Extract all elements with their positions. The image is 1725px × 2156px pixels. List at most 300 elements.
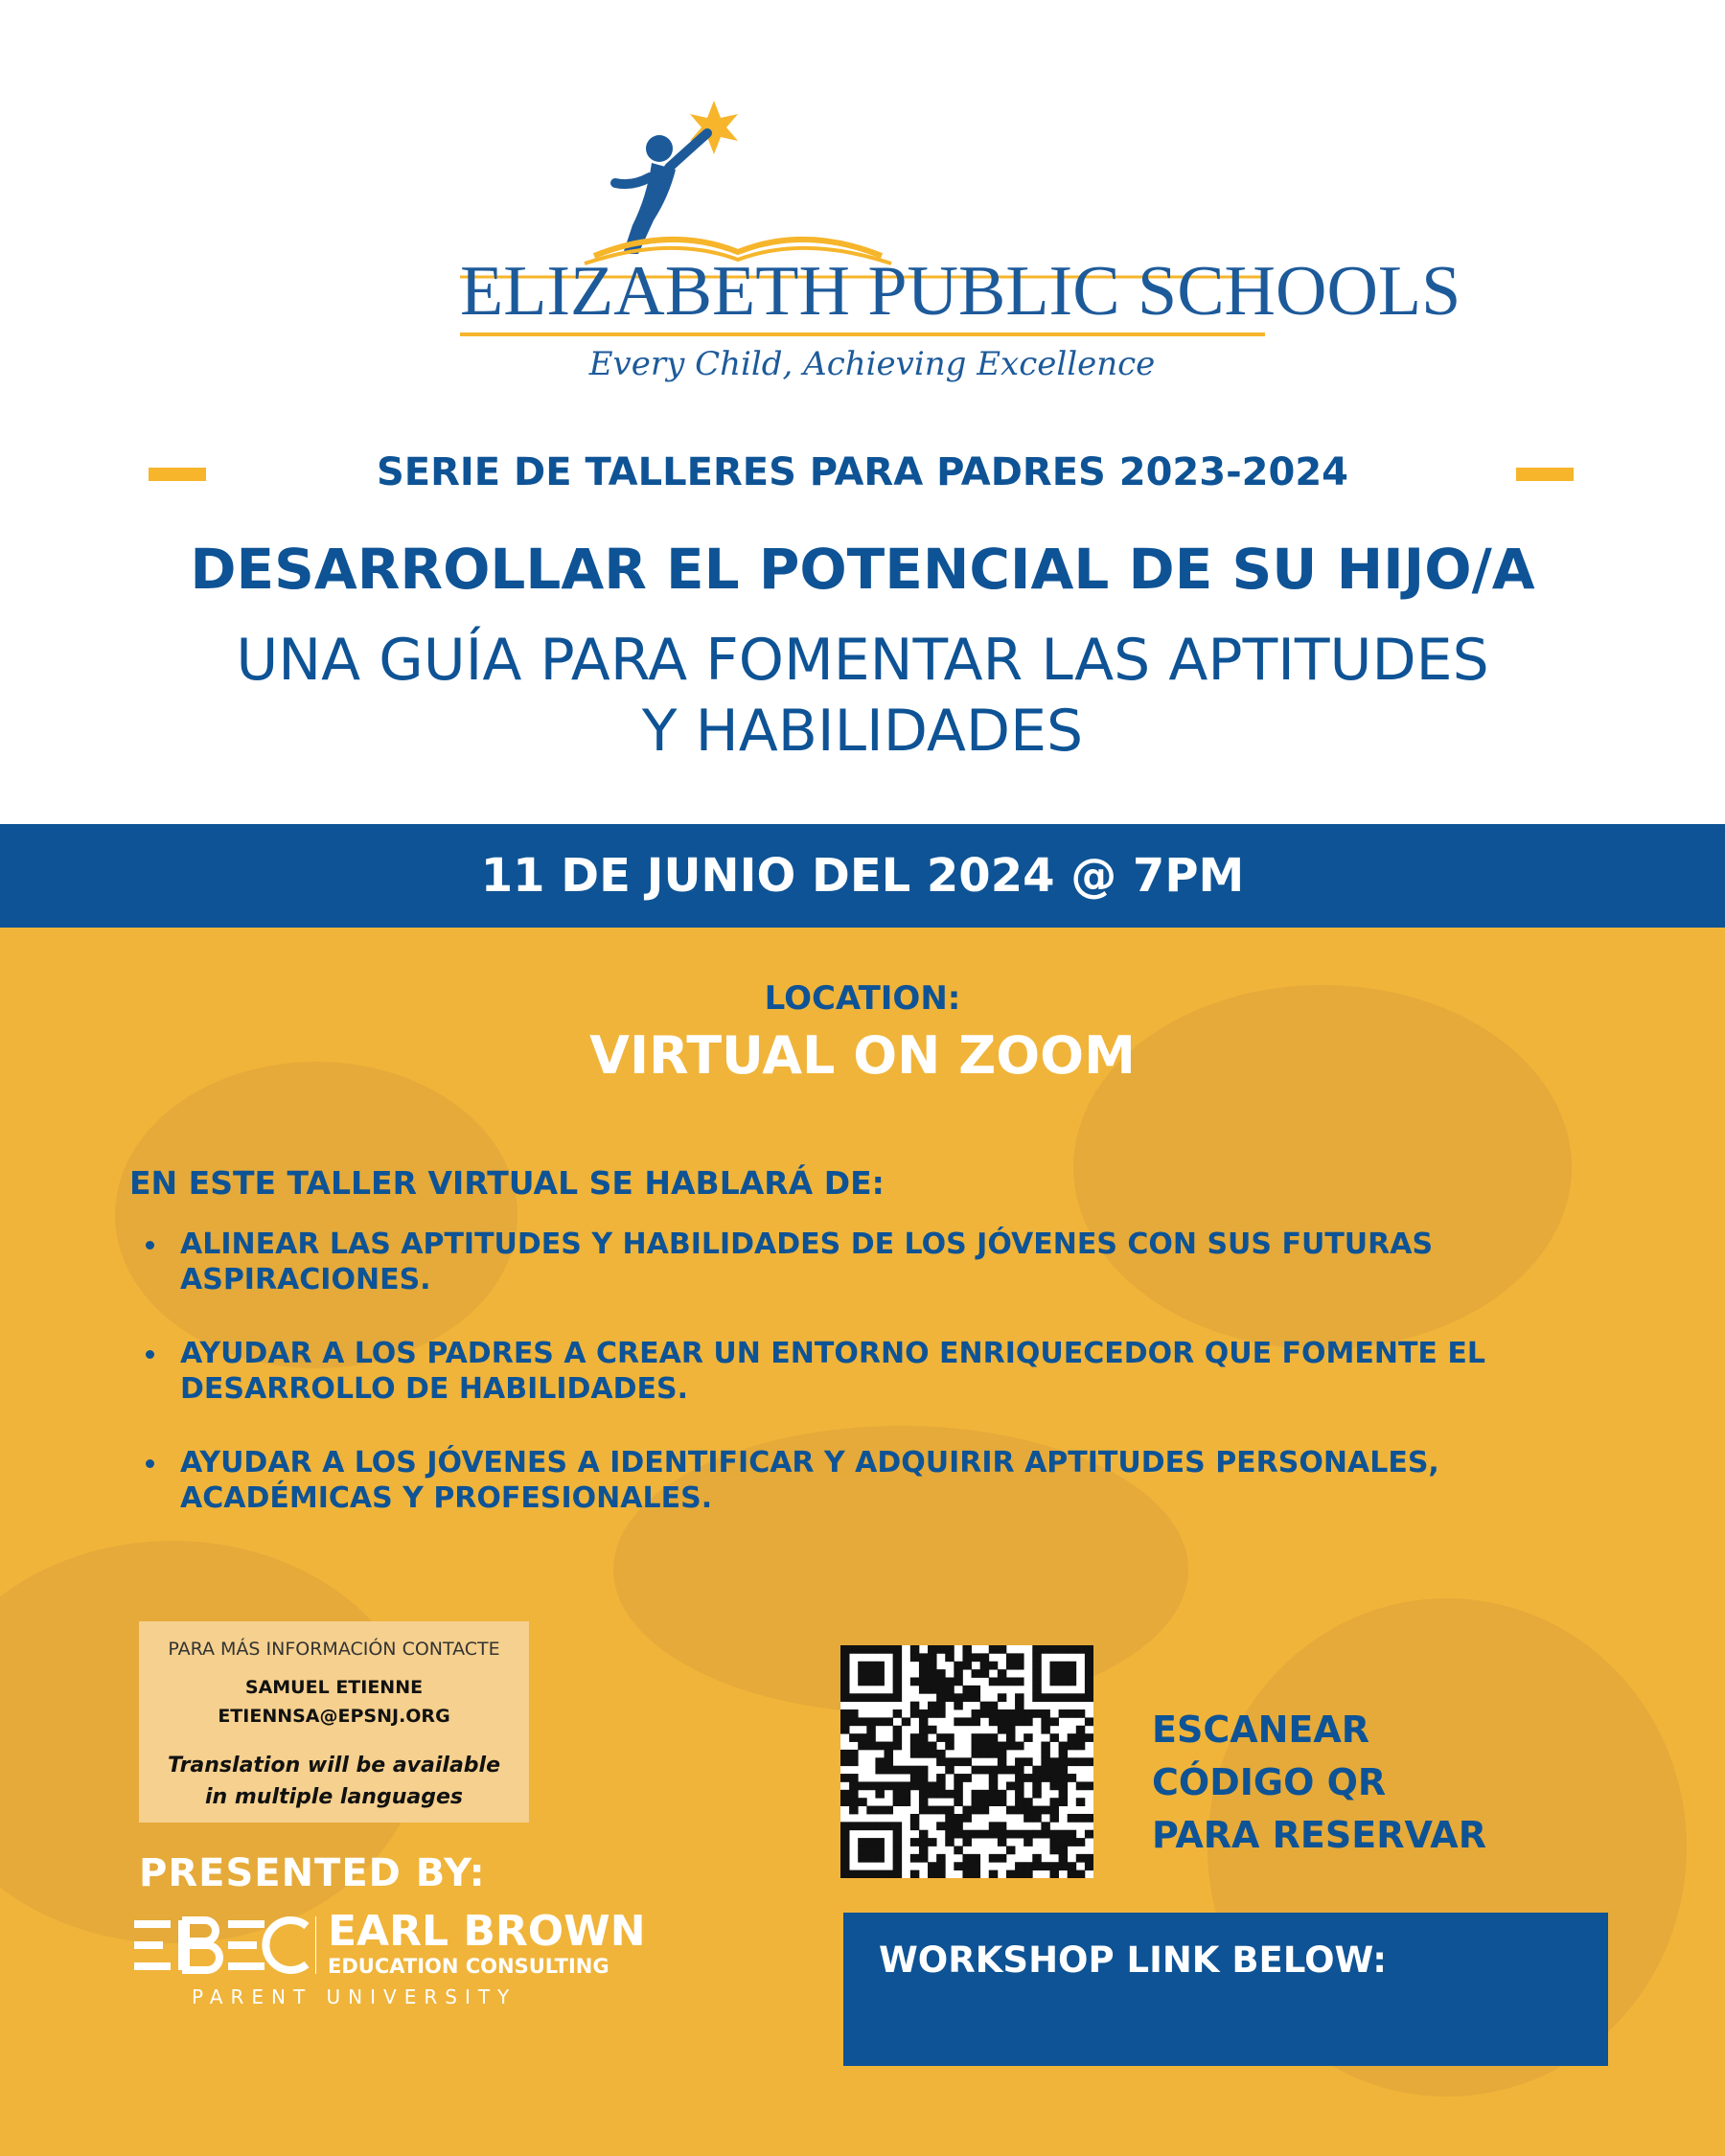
qr-module <box>1006 1766 1016 1775</box>
qr-module <box>919 1709 929 1718</box>
qr-module <box>962 1806 972 1815</box>
qr-module <box>919 1790 929 1799</box>
qr-module <box>1024 1814 1033 1823</box>
scan-instructions: ESCANEAR CÓDIGO QR PARA RESERVAR <box>1152 1709 1486 1856</box>
qr-module <box>919 1806 929 1815</box>
qr-module <box>919 1669 929 1678</box>
qr-module <box>1041 1862 1050 1870</box>
qr-module <box>972 1750 981 1758</box>
qr-module <box>885 1645 894 1654</box>
qr-module <box>1041 1645 1050 1654</box>
qr-module <box>972 1693 981 1702</box>
qr-module <box>1032 1693 1042 1702</box>
qr-module <box>989 1750 999 1758</box>
qr-module <box>989 1709 999 1718</box>
qr-module <box>962 1862 972 1870</box>
qr-module <box>1032 1662 1042 1670</box>
qr-module <box>962 1717 972 1726</box>
qr-module <box>945 1790 954 1799</box>
qr-module <box>1059 1709 1069 1718</box>
qr-module <box>840 1717 850 1726</box>
qr-module <box>936 1669 946 1678</box>
qr-module <box>1015 1790 1024 1799</box>
qr-module <box>928 1686 937 1694</box>
qr-module <box>875 1645 885 1654</box>
qr-module <box>1049 1781 1059 1790</box>
list-item: AYUDAR A LOS PADRES A CREAR UN ENTORNO ENRIQUECEDOR QUE FOMENTE EL DESARROLLO DE HABILIDADES. <box>146 1336 1583 1407</box>
qr-module <box>1068 1733 1077 1742</box>
qr-module <box>962 1662 972 1670</box>
qr-module <box>893 1830 903 1839</box>
location-label: LOCATION: <box>764 979 961 1018</box>
qr-module <box>893 1822 903 1830</box>
qr-module <box>1085 1645 1093 1654</box>
subtitle-line-1: UNA GUÍA PARA FOMENTAR LAS APTITUDES <box>236 627 1489 694</box>
qr-module <box>893 1686 903 1694</box>
qr-module <box>858 1742 867 1751</box>
qr-module <box>954 1693 963 1702</box>
qr-module <box>840 1653 850 1662</box>
qr-module <box>893 1678 903 1686</box>
qr-module <box>1032 1709 1042 1718</box>
qr-module <box>936 1870 946 1878</box>
qr-module <box>1049 1678 1059 1686</box>
qr-module <box>954 1814 963 1823</box>
qr-module <box>1024 1830 1033 1839</box>
qr-module <box>840 1798 850 1806</box>
qr-module <box>1059 1742 1069 1751</box>
contact-email[interactable]: ETIENNSA@EPSNJ.ORG <box>218 1706 450 1727</box>
qr-module <box>936 1774 946 1782</box>
qr-module <box>1076 1693 1086 1702</box>
qr-module <box>893 1790 903 1799</box>
qr-module <box>919 1742 929 1751</box>
qr-module <box>1049 1798 1059 1806</box>
qr-module <box>1041 1822 1050 1830</box>
qr-module <box>840 1757 850 1766</box>
qr-module <box>1049 1757 1059 1766</box>
qr-module <box>1049 1846 1059 1854</box>
qr-module <box>936 1854 946 1863</box>
qr-module <box>1032 1814 1042 1823</box>
qr-module <box>972 1798 981 1806</box>
qr-module <box>1068 1870 1077 1878</box>
qr-module <box>928 1662 937 1670</box>
qr-module <box>1049 1662 1059 1670</box>
qr-module <box>1024 1709 1033 1718</box>
qr-module <box>1032 1678 1042 1686</box>
qr-module <box>980 1669 990 1678</box>
qr-module <box>936 1781 946 1790</box>
qr-module <box>998 1757 1007 1766</box>
qr-module <box>1085 1693 1093 1702</box>
qr-module <box>1085 1653 1093 1662</box>
qr-module <box>954 1781 963 1790</box>
qr-module <box>945 1693 954 1702</box>
qr-module <box>866 1717 876 1726</box>
qr-module <box>910 1870 920 1878</box>
qr-module <box>866 1669 876 1678</box>
qr-module <box>1076 1798 1086 1806</box>
qr-module <box>998 1742 1007 1751</box>
qr-module <box>998 1693 1007 1702</box>
qr-module <box>1049 1693 1059 1702</box>
qr-module <box>972 1806 981 1815</box>
qr-module <box>1024 1733 1033 1742</box>
qr-module <box>962 1693 972 1702</box>
qr-module <box>902 1798 911 1806</box>
qr-module <box>1024 1870 1033 1878</box>
qr-module <box>989 1870 999 1878</box>
qr-module <box>1059 1662 1069 1670</box>
qr-module <box>989 1790 999 1799</box>
qr-module <box>919 1830 929 1839</box>
qr-module <box>936 1709 946 1718</box>
qr-module <box>893 1733 903 1742</box>
qr-module <box>858 1854 867 1863</box>
qr-module <box>936 1693 946 1702</box>
qr-module <box>989 1742 999 1751</box>
qr-module <box>893 1781 903 1790</box>
qr-module <box>1076 1742 1086 1751</box>
qr-module <box>919 1678 929 1686</box>
qr-module <box>893 1645 903 1654</box>
qr-module <box>875 1822 885 1830</box>
qr-module <box>919 1774 929 1782</box>
qr-module <box>919 1781 929 1790</box>
presenter-subtitle: EDUCATION CONSULTING <box>328 1955 610 1978</box>
qr-module <box>858 1798 867 1806</box>
qr-module <box>962 1830 972 1839</box>
qr-module <box>989 1781 999 1790</box>
qr-module <box>945 1645 954 1654</box>
qr-module <box>928 1709 937 1718</box>
qr-module <box>1024 1798 1033 1806</box>
qr-module <box>1085 1733 1093 1742</box>
qr-module <box>954 1846 963 1854</box>
qr-module <box>1032 1645 1042 1654</box>
qr-module <box>849 1798 859 1806</box>
qr-module <box>858 1678 867 1686</box>
qr-module <box>919 1733 929 1742</box>
bullet-icon <box>146 1459 154 1468</box>
qr-module <box>910 1653 920 1662</box>
qr-module <box>1059 1798 1069 1806</box>
qr-module <box>1049 1766 1059 1775</box>
qr-module <box>980 1798 990 1806</box>
qr-module <box>945 1742 954 1751</box>
qr-module <box>885 1781 894 1790</box>
qr-module <box>1085 1814 1093 1823</box>
qr-module <box>1006 1830 1016 1839</box>
qr-module <box>1068 1693 1077 1702</box>
qr-module <box>840 1830 850 1839</box>
qr-module <box>875 1717 885 1726</box>
qr-module <box>1041 1757 1050 1766</box>
ebec-logo-icon <box>134 1916 316 1974</box>
qr-module <box>1085 1830 1093 1839</box>
qr-module <box>928 1862 937 1870</box>
qr-module <box>840 1838 850 1846</box>
qr-module <box>989 1774 999 1782</box>
qr-module <box>893 1846 903 1854</box>
qr-module <box>840 1774 850 1782</box>
qr-module <box>998 1822 1007 1830</box>
qr-module <box>893 1662 903 1670</box>
qr-module <box>962 1645 972 1654</box>
qr-module <box>875 1693 885 1702</box>
qr-module <box>840 1790 850 1799</box>
qr-module <box>885 1806 894 1815</box>
qr-module <box>1068 1774 1077 1782</box>
qr-module <box>972 1717 981 1726</box>
qr-module <box>989 1662 999 1670</box>
qr-module <box>989 1733 999 1742</box>
qr-module <box>875 1870 885 1878</box>
qr-module <box>928 1726 937 1734</box>
qr-module <box>980 1662 990 1670</box>
qr-module <box>1076 1854 1086 1863</box>
qr-module <box>936 1750 946 1758</box>
qr-module <box>998 1726 1007 1734</box>
qr-module <box>840 1726 850 1734</box>
presenter-program: PARENT UNIVERSITY <box>192 1985 518 2008</box>
qr-module <box>893 1726 903 1734</box>
qr-module <box>919 1798 929 1806</box>
qr-module <box>928 1742 937 1751</box>
qr-module <box>1059 1854 1069 1863</box>
qr-module <box>1076 1726 1086 1734</box>
qr-module <box>1085 1862 1093 1870</box>
qr-module <box>998 1798 1007 1806</box>
qr-module <box>893 1693 903 1702</box>
qr-module <box>919 1750 929 1758</box>
qr-module <box>1006 1717 1016 1726</box>
qr-module <box>858 1669 867 1678</box>
qr-module <box>1068 1830 1077 1839</box>
qr-module <box>1041 1806 1050 1815</box>
qr-module <box>866 1846 876 1854</box>
qr-module <box>849 1757 859 1766</box>
qr-module <box>866 1781 876 1790</box>
qr-module <box>954 1757 963 1766</box>
qr-module <box>1076 1838 1086 1846</box>
qr-module <box>919 1838 929 1846</box>
qr-module <box>989 1702 999 1710</box>
qr-module <box>858 1693 867 1702</box>
qr-module <box>989 1822 999 1830</box>
qr-module <box>1032 1790 1042 1799</box>
series-title: SERIE DE TALLERES PARA PADRES 2023-2024 <box>376 450 1349 494</box>
qr-module <box>945 1686 954 1694</box>
qr-module <box>1024 1717 1033 1726</box>
qr-module <box>875 1790 885 1799</box>
qr-module <box>980 1733 990 1742</box>
qr-module <box>945 1806 954 1815</box>
qr-module <box>1059 1693 1069 1702</box>
qr-module <box>1085 1854 1093 1863</box>
qr-module <box>866 1806 876 1815</box>
qr-module <box>928 1653 937 1662</box>
topics-list <box>146 1227 1583 1554</box>
qr-module <box>998 1838 1007 1846</box>
qr-module <box>849 1645 859 1654</box>
qr-module <box>1049 1838 1059 1846</box>
location-value: VIRTUAL ON ZOOM <box>589 1025 1136 1086</box>
qr-module <box>972 1862 981 1870</box>
qr-module <box>902 1717 911 1726</box>
qr-module <box>936 1806 946 1815</box>
subtitle <box>0 625 1725 767</box>
qr-module <box>1059 1750 1069 1758</box>
qr-module <box>919 1717 929 1726</box>
qr-module <box>1059 1846 1069 1854</box>
qr-module <box>972 1709 981 1718</box>
qr-module <box>1076 1781 1086 1790</box>
qr-module <box>866 1870 876 1878</box>
qr-module <box>1015 1781 1024 1790</box>
qr-module <box>945 1814 954 1823</box>
qr-module <box>840 1645 850 1654</box>
qr-module <box>849 1822 859 1830</box>
bullet-icon <box>146 1241 154 1250</box>
list-item: AYUDAR A LOS JÓVENES A IDENTIFICAR Y ADQUIRIR APTITUDES PERSONALES, ACADÉMICAS Y PROFESIONALES. <box>146 1445 1583 1516</box>
qr-module <box>919 1653 929 1662</box>
qr-module <box>1059 1781 1069 1790</box>
qr-module <box>1059 1774 1069 1782</box>
qr-module <box>1015 1717 1024 1726</box>
qr-module <box>1059 1790 1069 1799</box>
qr-module <box>1015 1774 1024 1782</box>
qr-module <box>962 1686 972 1694</box>
qr-module <box>1076 1757 1086 1766</box>
qr-module <box>972 1766 981 1775</box>
qr-module <box>910 1645 920 1654</box>
qr-module <box>893 1870 903 1878</box>
qr-module <box>919 1662 929 1670</box>
qr-module <box>1059 1645 1069 1654</box>
qr-module <box>962 1838 972 1846</box>
qr-module <box>980 1766 990 1775</box>
qr-module <box>980 1709 990 1718</box>
qr-module <box>1024 1757 1033 1766</box>
qr-module <box>1006 1733 1016 1742</box>
qr-module <box>1076 1870 1086 1878</box>
qr-module <box>1068 1757 1077 1766</box>
qr-module <box>875 1838 885 1846</box>
qr-module <box>1049 1806 1059 1815</box>
qr-module <box>936 1645 946 1654</box>
qr-module <box>1041 1742 1050 1751</box>
qr-module <box>1085 1662 1093 1670</box>
qr-module <box>954 1774 963 1782</box>
qr-module <box>885 1822 894 1830</box>
qr-module <box>928 1750 937 1758</box>
qr-module <box>893 1862 903 1870</box>
qr-module <box>1049 1830 1059 1839</box>
qr-module <box>875 1742 885 1751</box>
qr-module <box>875 1757 885 1766</box>
qr-module <box>1059 1757 1069 1766</box>
qr-module <box>972 1870 981 1878</box>
qr-module <box>919 1686 929 1694</box>
qr-module <box>954 1822 963 1830</box>
qr-module <box>1049 1862 1059 1870</box>
qr-module <box>1032 1854 1042 1863</box>
presented-by-label: PRESENTED BY: <box>139 1851 486 1895</box>
qr-module <box>1006 1781 1016 1790</box>
qr-module <box>989 1766 999 1775</box>
qr-module <box>866 1742 876 1751</box>
qr-module <box>1006 1726 1016 1734</box>
qr-module <box>1085 1686 1093 1694</box>
qr-module <box>972 1790 981 1799</box>
qr-module <box>849 1790 859 1799</box>
qr-module <box>919 1854 929 1863</box>
qr-module <box>980 1806 990 1815</box>
qr-module <box>972 1742 981 1751</box>
qr-module <box>936 1678 946 1686</box>
qr-module <box>893 1798 903 1806</box>
qr-module <box>989 1717 999 1726</box>
qr-module <box>910 1709 920 1718</box>
qr-module <box>1015 1766 1024 1775</box>
qr-module <box>1032 1806 1042 1815</box>
qr-module <box>893 1854 903 1863</box>
qr-module <box>910 1750 920 1758</box>
workshop-link-box[interactable] <box>843 1913 1608 2066</box>
qr-module <box>945 1830 954 1839</box>
contact-name: SAMUEL ETIENNE <box>244 1677 424 1698</box>
qr-module <box>875 1669 885 1678</box>
qr-module <box>875 1806 885 1815</box>
qr-module <box>928 1806 937 1815</box>
qr-module <box>1059 1862 1069 1870</box>
qr-module <box>902 1790 911 1799</box>
qr-module <box>962 1653 972 1662</box>
qr-module <box>945 1766 954 1775</box>
main-title: DESARROLLAR EL POTENCIAL DE SU HIJO/A <box>190 537 1535 602</box>
qr-module <box>1032 1653 1042 1662</box>
qr-module <box>1085 1781 1093 1790</box>
qr-module <box>1068 1669 1077 1678</box>
qr-module <box>1032 1766 1042 1775</box>
qr-module <box>954 1678 963 1686</box>
qr-module <box>1059 1678 1069 1686</box>
qr-module <box>1006 1662 1016 1670</box>
qr-module <box>840 1669 850 1678</box>
qr-module <box>1006 1678 1016 1686</box>
qr-module <box>1049 1669 1059 1678</box>
qr-module <box>885 1750 894 1758</box>
qr-module <box>840 1822 850 1830</box>
qr-module <box>1076 1814 1086 1823</box>
qr-code-icon[interactable] <box>840 1645 1093 1878</box>
qr-module <box>902 1781 911 1790</box>
qr-module <box>998 1854 1007 1863</box>
qr-module <box>954 1862 963 1870</box>
qr-module <box>972 1854 981 1863</box>
qr-module <box>910 1774 920 1782</box>
qr-module <box>1049 1814 1059 1823</box>
qr-module <box>1085 1757 1093 1766</box>
contact-box <box>139 1621 529 1823</box>
qr-module <box>910 1854 920 1863</box>
qr-module <box>866 1854 876 1863</box>
qr-module <box>998 1669 1007 1678</box>
qr-module <box>1006 1653 1016 1662</box>
qr-module <box>1032 1862 1042 1870</box>
